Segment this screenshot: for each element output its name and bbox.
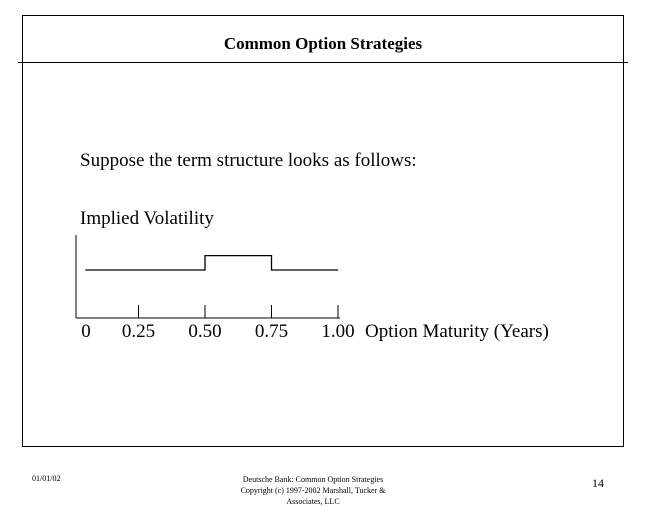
x-axis-label: Option Maturity (Years) [365, 321, 549, 342]
footer-copyright [218, 474, 408, 507]
x-tick-label: 1.00 [321, 321, 355, 342]
x-tick-label: 0 [81, 321, 91, 342]
footer-line-3: Associates, LLC [286, 497, 340, 506]
y-axis-label: Implied Volatility [80, 208, 214, 229]
intro-text: Suppose the term structure looks as follows: [80, 150, 417, 171]
footer-date: 01/01/02 [32, 474, 61, 483]
page-number: 14 [592, 476, 604, 490]
slide-title: Common Option Strategies [223, 34, 423, 53]
x-tick-label: 0.25 [121, 321, 156, 342]
x-tick-label: 0.50 [188, 321, 222, 342]
footer-line-2: Copyright (c) 1997-2002 Marshall, Tucker & [240, 486, 386, 495]
x-tick-label: 0.75 [254, 321, 289, 342]
x-axis-ticks [139, 305, 339, 318]
term-structure-line [85, 256, 338, 270]
footer-line-1: Deutsche Bank: Common Option Strategies [242, 475, 384, 484]
